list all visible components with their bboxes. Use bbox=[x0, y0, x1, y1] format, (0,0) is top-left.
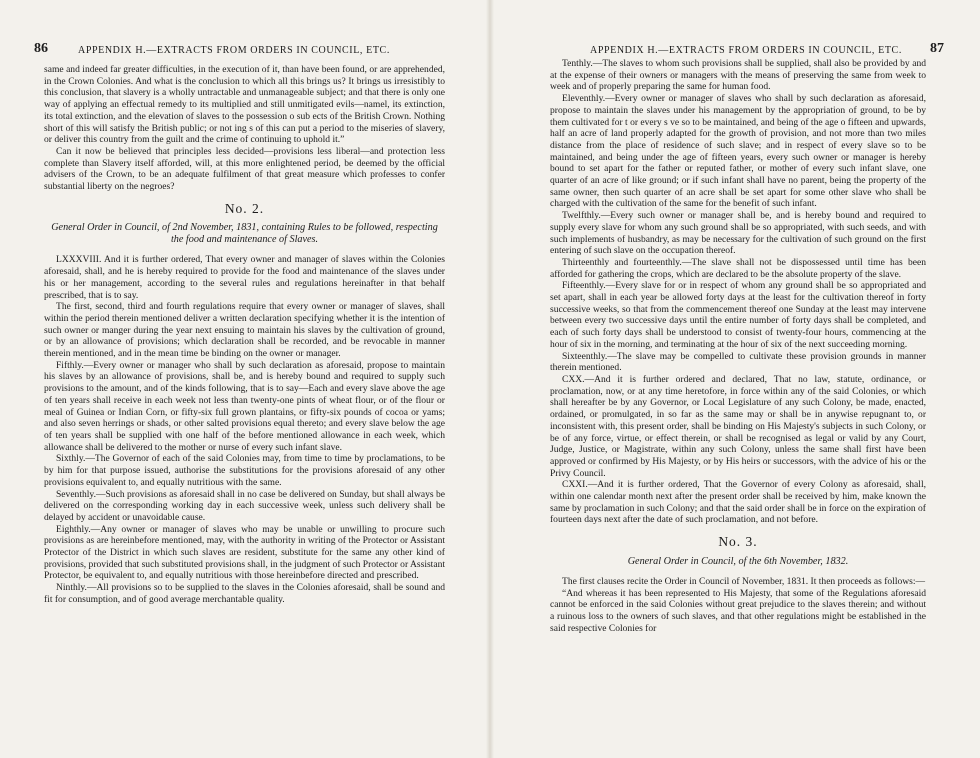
section-title: General Order in Council, of 2nd November, 1831, containing Rules to be followed, respecting the food and maintenance of Slaves. bbox=[51, 222, 438, 246]
paragraph: Tenthly.—The slaves to whom such provisions shall be supplied, shall also be provided by and at the expense of their owners or managers with the means of preserving the same from week to week and of properly preparing the same for human food. bbox=[550, 58, 926, 93]
paragraph: Can it now be believed that principles less decided—provisions less liberal—and protection less complete than Slavery itself afforded, will, at this more enlightened period, be deemed by the official advisers of the Crown, to be an adequate fulfilment of that great measure which professes to confer substantial liberty on the negroes? bbox=[44, 145, 445, 193]
page-number: 86 bbox=[34, 41, 48, 56]
running-head: APPENDIX H.—EXTRACTS FROM ORDERS IN COUNCIL, ETC. bbox=[78, 45, 390, 56]
paragraph: Seventhly.—Such provisions as aforesaid shall in no case be delivered on Sunday, but shall always be delivered on the corresponding working day in each successive week, unless such delivery shall be delayed by accident or unavoidable cause. bbox=[44, 488, 445, 523]
page-body bbox=[550, 58, 926, 634]
section-title: General Order in Council, of the 6th November, 1832. bbox=[627, 555, 849, 567]
paragraph: LXXXVIII. And it is further ordered, That every owner and manager of slaves within the Colonies aforesaid, shall, and he is hereby required to provide for the food and maintenance of the slaves under his or her management, according to the several rules and regulations hereinafter in that behalf prescribed, that is to say. bbox=[44, 254, 445, 301]
paragraph: Sixthly.—The Governor of each of the said Colonies may, from time to time by proclamations, to be by him for that purpose issued, authorise the substitutions for the provisions aforesaid of any other provisions equivalent to, and equally nutritious with the same. bbox=[44, 453, 445, 488]
paragraph: The first clauses recite the Order in Council of November, 1831. It then proceeds as follows:— bbox=[562, 575, 926, 587]
page-number: 87 bbox=[930, 41, 944, 56]
paragraph: Sixteenthly.—The slave may be compelled to cultivate these provision grounds in manner therein mentioned. bbox=[550, 350, 926, 374]
paragraph: Fifteenthly.—Every slave for or in respect of whom any ground shall be so appropriated and set apart, shall in each year be allowed forty days at the least for the cultivation thereof in forty successive weeks, so that from the commencement thereof one Sunday at the least may intervene between every two successive days until the entire number of forty days shall be completed, and each of such forty days shall be understood to consist of twenty-four hours, commencing at the hour of six in the morning, and terminating at the hour of six of the next succeeding morning. bbox=[550, 280, 926, 350]
paragraph: Fifthly.—Every owner or manager who shall by such declaration as aforesaid, propose to maintain his slaves by an allowance of provisions, shall be, and is hereby bound and required to supply such provisions to the amount, and of the kinds following, that is to say—Each and every slave above the age of ten years shall receive in each week not less than twenty-one pints of wheat flour, or of the flour or meal of Guinea or Indian Corn, or fifty-six full grown plantains, or fifty-six pounds of cocoa or yams; and also seven herrings or shads, or other salted provisions equal thereto; and every slave below the age of ten years shall be supplied with one half of the before mentioned allowance in each week, which allowance shall be delivered to the mother or nurse of every such infant slave. bbox=[44, 359, 445, 453]
running-head: APPENDIX H.—EXTRACTS FROM ORDERS IN COUNCIL, ETC. bbox=[590, 45, 902, 56]
page-body bbox=[44, 64, 445, 606]
section-number: No. 3. bbox=[718, 534, 758, 550]
paragraph: Eighthly.—Any owner or manager of slaves who may be unable or unwilling to procure such provisions as are hereinbefore mentioned, may, with the authority in writing of the Protector or Assistant Protector of the District in which such slaves are resident, substitute for the same any other kind of provisions, provided that such substituted provisions shall, in the judgment of such Protector or Assistant Protector, be equivalent to, and equally nutritious with those hereinbefore directed and prescribed. bbox=[44, 523, 445, 582]
section-number: No. 2. bbox=[224, 200, 265, 216]
paragraph: “And whereas it has been represented to His Majesty, that some of the Regulations aforesaid cannot be enforced in the said Colonies without great prejudice to the slaves therein; and without a ruinous loss to the owners of such slaves, and that other regulations might be established in the said respective Colonies for bbox=[550, 587, 926, 634]
paragraph: Twelfthly.—Every such owner or manager shall be, and is hereby bound and required to supply every slave for whom any such ground shall be so appropriated, with such seeds, and with such implements of husbandry, as may be necessary for the cultivation of such ground on the first entering of such slave on the occupation thereof. bbox=[550, 210, 926, 257]
paragraph: CXX.—And it is further ordered and declared, That no law, statute, ordinance, or proclamation, now, or at any time heretofore, in force within any of the said Colonies, or which shall hereafter be by any Governor, or Local Legislature of any such Colony, be made, enacted, ordained, or promulgated, in so far as the same may or shall be in anywise repugnant to, or inconsistent with, this present order, shall be binding on His Majesty's subjects in such Colony, or be of any force, virtue, or effect therein, or shall be recognised as legal or valid by any Court, Judge, Justice, or Magistrate, within any such Colony, unless the same shall first have been approved or confirmed by His Majesty, or by His heirs or successors, with the advice of his or the Privy Council. bbox=[550, 373, 926, 479]
paragraph: same and indeed far greater difficulties, in the execution of it, than have been found, or are apprehended, in the Crown Colonies. And what is the conclusion to which all this brings us? It brings us irresistibly to this conclusion, that slavery is a wholly untractable and unmanageable subject; and that there is only one way of applying an effectual remedy to its multiplied and still unmitigated evils—namel, its extinction, its total extinction, and the elevation of slaves to the possession o sub ects of the British Crown. Nothing short of this will satisfy the British public; or not ing s of this can put a period to the miseries of slavery, or deliver this country from the guilt and the crime of continuing to uphold it.” bbox=[44, 64, 445, 146]
right-page bbox=[490, 0, 980, 758]
paragraph: Eleventhly.—Every owner or manager of slaves who shall by such declaration as aforesaid, propose to maintain the slaves under his management by the appropriation of ground, to be by them cultivated for t or every s ve so to be maintained, and being of the age o fifteen and upwards, half an acre of land properly adapted for the growth of provision, and not more than two miles distance from the place of residence of such slave; and in respect of every slave so to be maintained, and being under the age of fifteen years, every such owner or manager is hereby bound to set apart for the father or reputed father, or mother of every such infant slave, one quarter of an acre of like ground; or if such infant shall have no parent, being the property of the same owner, then such quarter of an acre shall be set apart for some other slave who shall be charged with the cultivation of the same for the benefit of such infant. bbox=[550, 93, 926, 210]
paragraph: Ninthly.—All provisions so to be supplied to the slaves in the Colonies aforesaid, shall be sound and fit for consumption, and of good average merchantable quality. bbox=[44, 582, 445, 605]
paragraph: The first, second, third and fourth regulations require that every owner or manager of slaves, shall within the period therein mentioned deliver a written declaration specifying whether it is the intention of such owner or manger during the year next ensuing to maintain his slaves by the cultivation of ground, or by an allowance of provisions; which declaration shall be recorded, and be revocable in manner therein mentioned, and in the mean time be binding on the owner or manager. bbox=[44, 301, 445, 360]
paragraph: Thirteenthly and fourteenthly.—The slave shall not be dispossessed until time has been afforded for gathering the crops, which are declared to be the absolute property of the slave. bbox=[550, 256, 926, 280]
paragraph: CXXI.—And it is further ordered, That the Governor of every Colony as aforesaid, shall, within one calendar month next after the present order shall be received by him, make known the same by proclamation in such Colony; and that the said order shall be in force on the expiration of fourteen days next after the date of such proclamation, and not before. bbox=[550, 479, 926, 526]
